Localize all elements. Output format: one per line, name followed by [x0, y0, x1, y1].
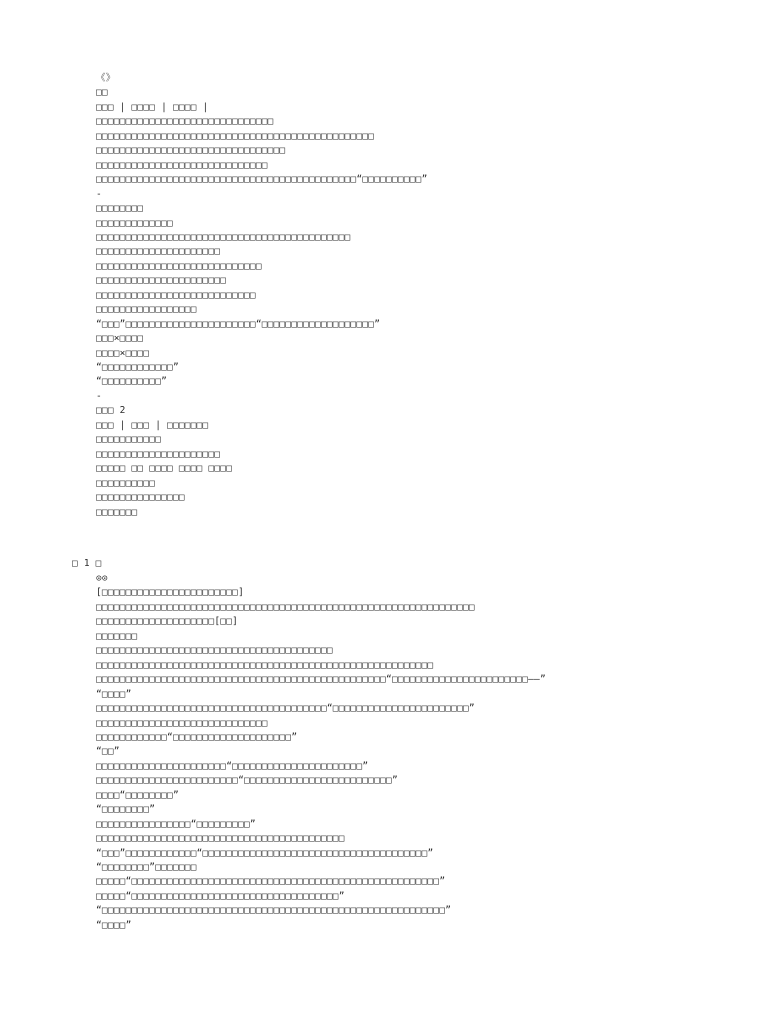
text-line: □□□ | □□□□ | □□□□ | — [96, 101, 209, 113]
text-line: - — [96, 390, 102, 402]
text-line: □□□□□□□□□□□□□□□□□□□□[□□] — [96, 616, 239, 628]
text-line: □□□□□□□□□□□□□□□□□□□□□□□□□□□□□□□□□□□□□□□□□□□□□□□□□□□□□□□□□□□□□□□□ — [96, 601, 475, 613]
text-line: □□□□□□□□□□ — [96, 477, 156, 489]
text-line: - — [96, 188, 102, 200]
text-line: □□□□□□□□□□□□□□□□□□□□□□□□□□□ — [96, 289, 256, 301]
text-line: “□□□□□□□□”□□□□□□□ — [96, 862, 197, 873]
text-line: □□□□□□□ — [96, 506, 138, 518]
text-line: 《》 — [96, 73, 116, 84]
text-line: □□□□□□□□□□□□“□□□□□□□□□□□□□□□□□□□□” — [96, 731, 298, 743]
text-line: “□□□”□□□□□□□□□□□□□□□□□□□□□□“□□□□□□□□□□□□□□□□□□□” — [96, 318, 381, 330]
text-line: □□□□□□□□□□□□□□□□□□□□□□□□□□□□□□□□□□□□□□□□□□□□□□□□□□□□□□□□□ — [96, 659, 434, 671]
text-line: □□ — [96, 87, 108, 99]
text-line: □□□ 2 — [96, 405, 126, 417]
text-line: □□□□□□□□□□□□□□□□□□□□□□□□□□□□□□□□□□□□□□□□□□□ — [96, 231, 351, 243]
text-line: □□□□□□□□□□□□□□□□□□□□□□ — [96, 275, 227, 287]
text-line: “□□□□□□□□□□□□□□□□□□□□□□□□□□□□□□□□□□□□□□□□□□□□□□□□□□□□□□□□□□” — [96, 905, 452, 917]
text-line: □□□□□□□□□□□□□□□□□□□□□ — [96, 448, 221, 460]
text-line: [□□□□□□□□□□□□□□□□□□□□□□□] — [96, 587, 244, 599]
text-line: “□□□□” — [96, 688, 132, 700]
text-line: □□□□□□□□□□□□□□□□□ — [96, 304, 197, 316]
text-line: “□□□□” — [96, 919, 132, 931]
text-line: □□□□□□□□□□□□□ — [96, 217, 173, 229]
text-line: □□□□□□□□□□□□□□□□□□□□□□□□□□□□□ — [96, 159, 268, 171]
text-line: □□□□“□□□□□□□□” — [96, 789, 179, 801]
text-line: □□□□□□□□□□□□□□□ — [96, 492, 185, 504]
text-line: □□□□□□□□□□□□□□□□□□□□□□□□□□□□□□□□□□□□□□□□□□□□□□□ — [96, 130, 375, 142]
text-line: □□□□□□□□□□□□□□□□□□□□□□□□□□□□□□□□□□□□□□□□□□□□□□□□□“□□□□□□□□□□□□□□□□□□□□□□□——” — [96, 674, 546, 686]
text-line: □□□□□□□□□□□□□□□□□□□□□□□□□□□□□□□□□□□□□□□“□□□□□□□□□□□□□□□□□□□□□□□” — [96, 703, 475, 715]
text-line: □□□□×□□□□ — [96, 347, 150, 359]
text-line: □□□□□□□□□□□ — [96, 434, 162, 446]
text-line: □□□□□□□□□□□□□□□□□□□□□□□□□□□□□□ — [96, 116, 274, 128]
text-line: □□□□□□□□□□□□□□□□□□□□□□□□“□□□□□□□□□□□□□□□□□□□□□□□□□” — [96, 775, 398, 787]
text-line: □□□ | □□□ | □□□□□□□ — [96, 419, 209, 431]
text-line: □□□□□□□□□□□□□□□□□□□□□ — [96, 246, 221, 258]
text-line: □□□□□□□□□□□□□□□□□□□□□□□□□□□□□□□□□□□□□□□□□□□□“□□□□□□□□□□” — [96, 174, 428, 186]
text-line: “□□□”□□□□□□□□□□□□“□□□□□□□□□□□□□□□□□□□□□□□□□□□□□□□□□□□□□□” — [96, 847, 434, 859]
text-line: ⊙⊙ — [96, 573, 108, 584]
text-line: □□□□□□□ — [96, 630, 138, 642]
text-line: □□□□□□□□□□□□□□□□□□□□□□□□□□□□□□□□□□□□□□□□□□ — [96, 833, 345, 845]
text-line: “□□□□□□□□□□□□” — [96, 362, 179, 373]
section-heading: □ 1 □ — [72, 558, 102, 569]
text-line: □□□□□“□□□□□□□□□□□□□□□□□□□□□□□□□□□□□□□□□□□□□□□□□□□□□□□□□□□□” — [96, 876, 446, 888]
text-line: □□□□□□□□□□□□□□□□□□□□□□□□□□□□ — [96, 260, 262, 272]
text-line: □□□□□“□□□□□□□□□□□□□□□□□□□□□□□□□□□□□□□□□□□” — [96, 890, 345, 902]
text-line: “□□□□□□□□” — [96, 804, 156, 816]
text-line: □□□□□□□□□□□□□□□□□□□□□□□□□□□□□□□□ — [96, 145, 286, 157]
text-line: □□□□□□□□□□□□□□□□□□□□□□□□□□□□□□□□□□□□□□□□ — [96, 645, 333, 657]
text-line: □□□×□□□□ — [96, 333, 144, 345]
text-line: □□□□□□□□□□□□□□□□“□□□□□□□□□” — [96, 818, 256, 830]
text-line: □□□□□□□□□□□□□□□□□□□□□□□□□□□□□ — [96, 717, 268, 729]
text-line: “□□□□□□□□□□” — [96, 376, 168, 388]
text-line: “□□” — [96, 746, 120, 758]
text-line: □□□□□□□□ — [96, 203, 144, 215]
text-line: □□□□□□□□□□□□□□□□□□□□□□“□□□□□□□□□□□□□□□□□□□□□□” — [96, 760, 369, 772]
text-line: □□□□□ □□ □□□□ □□□□ □□□□ — [96, 463, 233, 475]
